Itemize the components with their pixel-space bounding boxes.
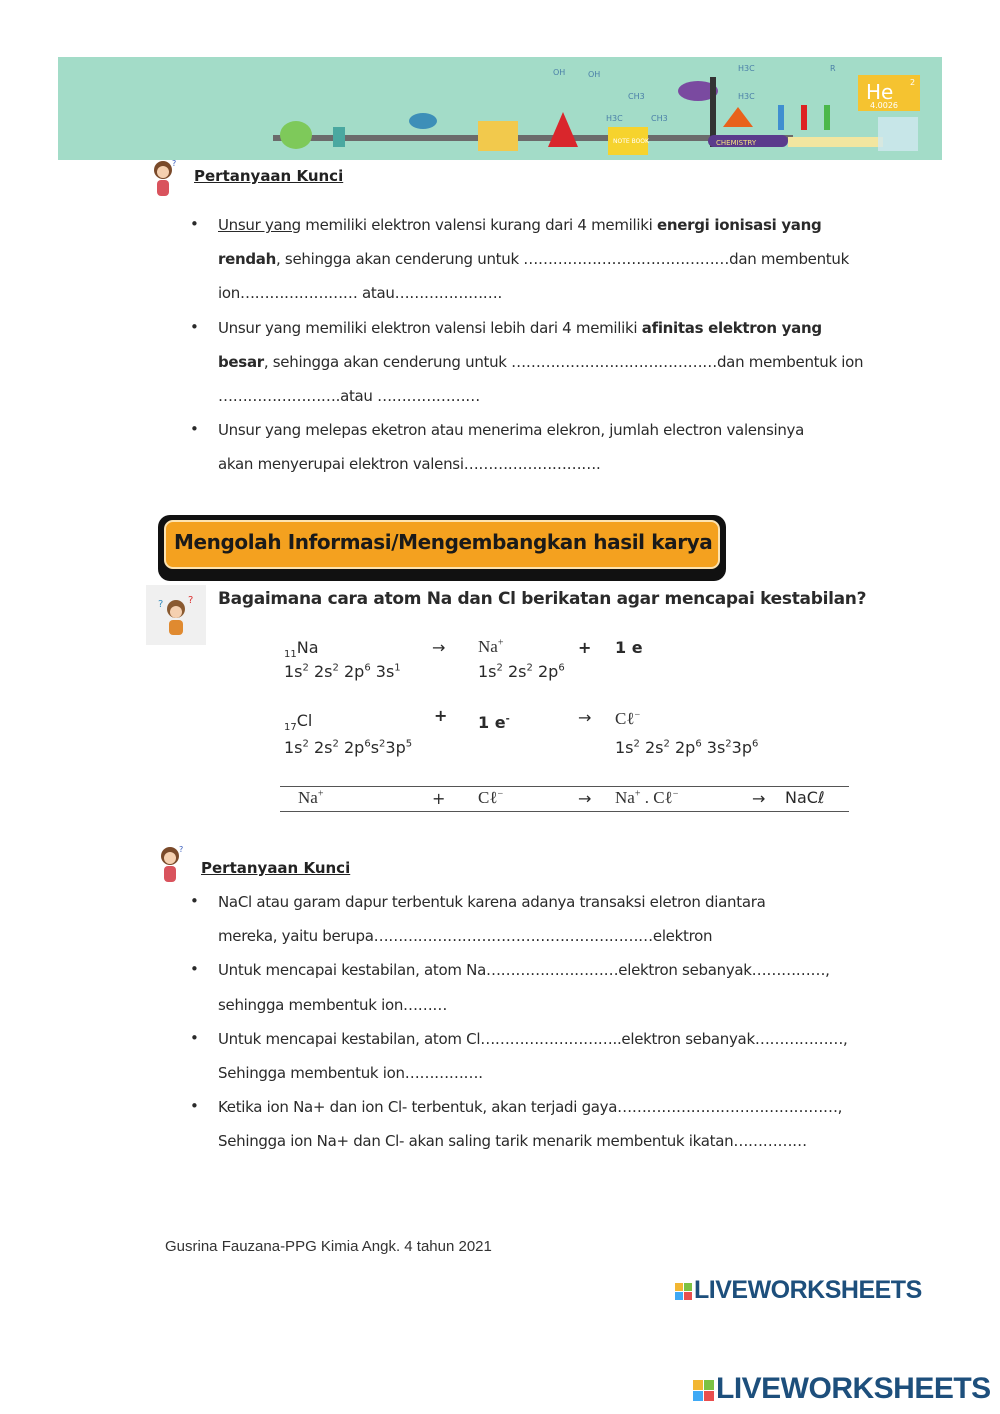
bullet-icon: •: [190, 317, 199, 336]
bullet-line: [218, 215, 821, 235]
section-heading: Pertanyaan Kunci: [194, 167, 344, 185]
bullet-icon: •: [190, 1028, 199, 1047]
text-segment: besar: [218, 352, 264, 371]
svg-text:OH: OH: [553, 68, 566, 77]
text-segment: NaCl atau garam dapur terbentuk karena adanya transaksi eletron diantara: [218, 893, 766, 911]
atomic-number: 2: [910, 78, 916, 87]
svg-text:?: ?: [188, 595, 194, 606]
bullet-line: [218, 892, 765, 912]
liveworksheets-logo: LIVEWORKSHEETS: [675, 1276, 922, 1305]
confused-boy-icon: [146, 585, 206, 645]
thinking-girl-icon: [150, 158, 178, 198]
section-title: Mengolah Informasi/Mengembangkan hasil karya: [174, 530, 713, 554]
sum-na: Na+: [298, 788, 324, 807]
svg-text:CH3: CH3: [628, 92, 645, 101]
footer-author: Gusrina Fauzana-PPG Kimia Angk. 4 tahun 2021: [165, 1238, 492, 1255]
svg-text:H3C: H3C: [606, 114, 623, 123]
chemistry-book-label: CHEMISTRY: [716, 139, 757, 147]
cl-atom: $_{17}$Cl: [284, 711, 313, 734]
divider: [280, 786, 849, 787]
bullet-icon: •: [190, 892, 199, 910]
text-segment: , sehingga akan cenderung untuk ……………………………………dan membentuk: [276, 250, 849, 269]
liveworksheets-logo: LIVEWORKSHEETS: [693, 1372, 991, 1406]
bullet-icon: •: [190, 215, 199, 233]
svg-text:OH: OH: [588, 70, 601, 79]
text-segment: Sehingga ion Na+ dan Cl- akan saling tarik menarik membentuk ikatan……………: [218, 1132, 807, 1151]
text-segment: Unsur yang melepas eketron atau menerima elekron, jumlah electron valensinya: [218, 421, 805, 440]
product: NaCℓ: [785, 788, 825, 807]
cl-ion: Cℓ−: [615, 709, 641, 728]
plus: +: [578, 638, 592, 657]
atomic-mass: 4.0026: [870, 101, 898, 110]
bullet-line: [218, 1097, 842, 1117]
text-segment: Sehingga membentuk ion…………….: [218, 1064, 483, 1082]
section-title-banner: [158, 515, 726, 581]
plus: +: [432, 789, 446, 808]
bullet-line: [218, 386, 480, 406]
divider: [280, 811, 849, 812]
bullet-line: [218, 454, 600, 474]
cl-ion-config: $1s^2$ $2s^2$ $2p^6$ $3s^23p^6$: [615, 738, 759, 757]
bullet-line: [218, 283, 502, 303]
text-segment: mereka, yaitu berupa…………………………………………………elektron: [218, 927, 713, 946]
text-segment: Unsur yang: [218, 216, 301, 234]
plus: +: [434, 706, 448, 725]
text-segment: ion…………………… atau………………….: [218, 284, 502, 303]
bullet-line: [218, 1029, 848, 1049]
arrow: →: [578, 708, 592, 727]
section-heading: Pertanyaan Kunci: [201, 859, 351, 877]
liveworksheets-icon: [693, 1380, 714, 1401]
sum-cl: Cℓ−: [478, 788, 504, 807]
text-segment: energi ionisasi yang: [657, 216, 822, 234]
svg-text:?: ?: [172, 159, 177, 168]
cl-config: $1s^2$ $2s^2$ $2p^6s^23p^5$: [284, 738, 413, 757]
text-segment: afinitas elektron yang: [641, 318, 822, 337]
bullet-line: [218, 420, 804, 440]
chemistry-header-banner: [58, 57, 942, 160]
bullet-line: [218, 926, 712, 946]
svg-text:H3C: H3C: [738, 92, 755, 101]
bullet-line: [218, 1131, 807, 1151]
lab-equipment-illustration: [58, 57, 942, 160]
notebook-label: NOTE BOOK: [613, 138, 649, 145]
text-segment: , sehingga akan cenderung untuk ……………………………………dan membentuk ion: [263, 352, 864, 371]
bullet-icon: •: [190, 420, 199, 439]
na-atom: $_{11}$Na: [284, 638, 319, 661]
bullet-icon: •: [190, 1097, 199, 1116]
bullet-line: [218, 318, 822, 338]
arrow: →: [578, 789, 592, 808]
bullet-line: [218, 995, 447, 1015]
svg-text:CH3: CH3: [651, 114, 668, 123]
text-segment: Ketika ion Na+ dan ion Cl- terbentuk, akan terjadi gaya………………………………………,: [218, 1098, 843, 1117]
element-symbol: He: [866, 80, 894, 104]
bullet-line: [218, 249, 849, 269]
na-config: $1s^2$ $2s^2$ $2p^6$ $3s^1$: [284, 662, 401, 681]
electron: 1 e-: [478, 713, 510, 732]
arrow: →: [752, 789, 766, 808]
electron: 1 e: [615, 638, 643, 657]
text-segment: akan menyerupai elektron valensi……………………….: [218, 455, 601, 474]
svg-text:?: ?: [179, 845, 184, 854]
bullet-line: [218, 1063, 483, 1083]
svg-text:?: ?: [158, 599, 164, 610]
na-ion: Na+: [478, 637, 504, 656]
text-segment: …………………….atau …………………: [218, 387, 481, 405]
na-ion-config: $1s^2$ $2s^2$ $2p^6$: [478, 662, 565, 681]
arrow: →: [432, 638, 446, 657]
bullet-line: [218, 960, 830, 980]
svg-text:H3C: H3C: [738, 64, 755, 73]
text-segment: sehingga membentuk ion………: [218, 995, 448, 1014]
text-segment: Unsur yang memiliki elektron valensi lebih dari 4 memiliki: [218, 318, 642, 337]
text-segment: Untuk mencapai kestabilan, atom Cl………………………..elektron sebanyak………………,: [218, 1029, 848, 1048]
bullet-icon: •: [190, 960, 199, 979]
bullet-line: [218, 352, 863, 372]
ion-pair: Na+ . Cℓ−: [615, 788, 679, 807]
text-segment: memiliki elektron valensi kurang dari 4 memiliki: [300, 216, 657, 234]
liveworksheets-icon: [675, 1283, 692, 1300]
text-segment: rendah: [218, 250, 276, 269]
svg-text:R: R: [830, 64, 836, 73]
question-text: Bagaimana cara atom Na dan Cl berikatan agar mencapai kestabilan?: [218, 589, 867, 609]
text-segment: Untuk mencapai kestabilan, atom Na………………………elektron sebanyak……………,: [218, 961, 830, 980]
thinking-girl-icon: [157, 844, 185, 884]
